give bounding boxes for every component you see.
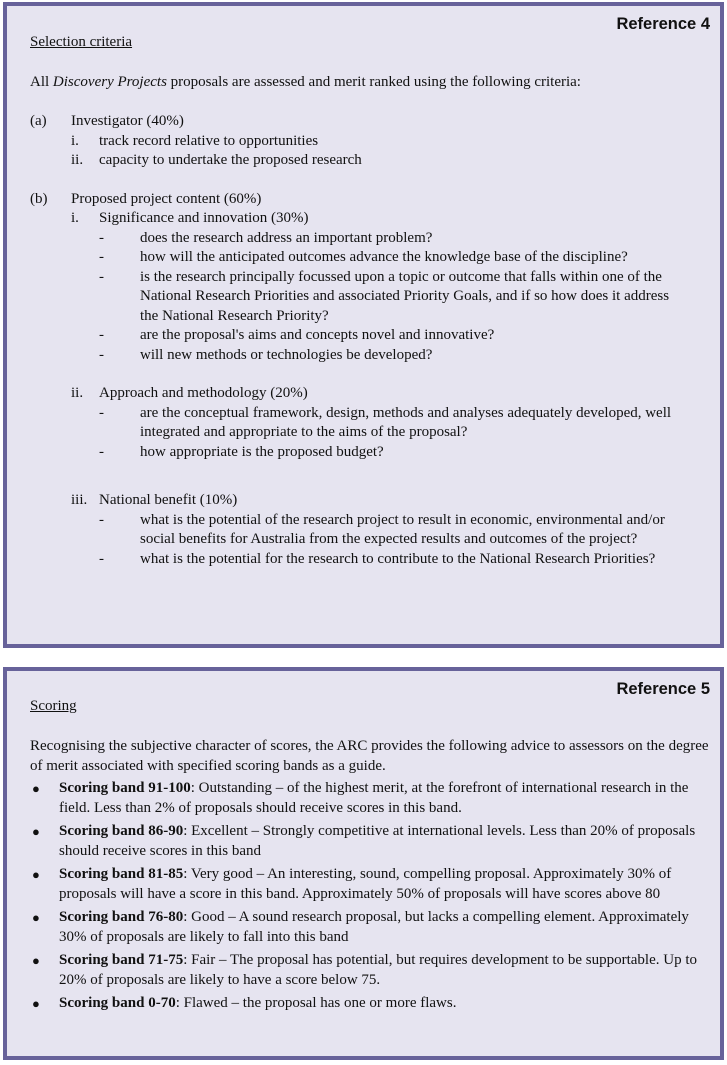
dash-marker: - bbox=[99, 229, 104, 246]
question-item bbox=[99, 346, 710, 366]
sub-criterion-number: i. bbox=[71, 132, 79, 149]
criterion-project-content bbox=[30, 190, 710, 570]
question-item bbox=[99, 268, 710, 327]
question-text: are the conceptual framework, design, methods and analyses adequately developed, well integrated and appropriate to the aims of the proposal? bbox=[140, 404, 672, 440]
scoring-band-item bbox=[30, 822, 710, 861]
scoring-band-item bbox=[30, 951, 710, 990]
sub-criterion-text: Approach and methodology (20%) bbox=[99, 385, 308, 401]
band-description: : Very good – An interesting, sound, compelling proposal. Approximately 30% of proposals will have a score in this band. Approximately 50% of proposals will have scores above 80 bbox=[59, 866, 672, 902]
dash-marker: - bbox=[99, 268, 104, 285]
reference-4-label: Reference 4 bbox=[616, 15, 710, 33]
criterion-investigator bbox=[30, 112, 710, 171]
sub-criterion-text: Significance and innovation (30%) bbox=[99, 210, 309, 226]
intro-prefix: All bbox=[30, 74, 53, 90]
sub-criterion-national-benefit bbox=[71, 491, 710, 569]
scoring-band-item bbox=[30, 908, 710, 947]
question-text: how will the anticipated outcomes advance the knowledge base of the discipline? bbox=[140, 249, 628, 265]
question-text: are the proposal's aims and concepts novel and innovative? bbox=[140, 327, 495, 343]
band-description: : Good – A sound research proposal, but lacks a compelling element. Approximately 30% of proposals are likely to fall into this band bbox=[59, 909, 689, 945]
bullet-icon: ● bbox=[32, 996, 40, 1011]
sub-criterion-significance bbox=[71, 209, 710, 365]
criterion-heading: Proposed project content (60%) bbox=[71, 190, 262, 207]
sub-criterion-approach bbox=[71, 384, 710, 462]
band-description: : Outstanding – of the highest merit, at the forefront of international research in the field. Less than 2% of proposals should receive scores in this band. bbox=[59, 780, 689, 816]
question-item bbox=[99, 248, 710, 268]
band-range: Scoring band 71-75 bbox=[59, 952, 184, 968]
dash-marker: - bbox=[99, 346, 104, 363]
scoring-bands-list bbox=[30, 779, 710, 1018]
question-text: does the research address an important problem? bbox=[140, 229, 433, 246]
criterion-heading: Investigator (40%) bbox=[71, 113, 184, 129]
band-range: Scoring band 76-80 bbox=[59, 909, 184, 925]
sub-criterion-text: track record relative to opportunities bbox=[99, 132, 319, 149]
question-text: how appropriate is the proposed budget? bbox=[140, 443, 384, 460]
sub-criterion-number: ii. bbox=[71, 385, 84, 401]
question-text: is the research principally focussed upon a topic or outcome that falls within one of the National Research Priorities and associated Priority Goals, and if so how does it address the National Research Priority? bbox=[140, 268, 670, 324]
bullet-icon: ● bbox=[32, 910, 40, 925]
criteria-intro bbox=[30, 73, 581, 93]
dash-marker: - bbox=[99, 443, 104, 460]
sub-criterion-text: capacity to undertake the proposed research bbox=[99, 152, 362, 168]
intro-suffix: proposals are assessed and merit ranked using the following criteria: bbox=[166, 74, 581, 90]
criterion-letter: (a) bbox=[30, 113, 47, 129]
question-item bbox=[99, 443, 710, 463]
sub-criterion bbox=[71, 151, 710, 171]
scoring-intro: Recognising the subjective character of scores, the ARC provides the following advice to assessors on the degree of merit associated with specified scoring bands as a guide. bbox=[30, 738, 709, 774]
question-item bbox=[99, 550, 710, 570]
band-description: : Excellent – Strongly competitive at international levels. Less than 20% of proposals should receive scores in this band bbox=[59, 823, 696, 859]
criteria-list bbox=[30, 112, 710, 569]
scoring-band-item bbox=[30, 865, 710, 904]
band-range: Scoring band 0-70 bbox=[59, 995, 176, 1011]
sub-criterion-number: ii. bbox=[71, 152, 84, 168]
band-range: Scoring band 81-85 bbox=[59, 866, 184, 882]
selection-criteria-title: Selection criteria bbox=[30, 34, 133, 50]
scoring-band-item bbox=[30, 994, 710, 1014]
dash-marker: - bbox=[99, 249, 104, 265]
dash-marker: - bbox=[99, 550, 104, 567]
dash-marker: - bbox=[99, 327, 104, 343]
question-text: will new methods or technologies be developed? bbox=[140, 346, 433, 363]
dash-marker: - bbox=[99, 404, 104, 421]
band-range: Scoring band 91-100 bbox=[59, 780, 191, 796]
reference-4-box bbox=[3, 2, 724, 648]
sub-criterion-number: iii. bbox=[71, 492, 88, 508]
band-range: Scoring band 86-90 bbox=[59, 823, 184, 839]
sub-criterion-text: National benefit (10%) bbox=[99, 492, 238, 508]
criterion-letter: (b) bbox=[30, 190, 48, 207]
bullet-icon: ● bbox=[32, 824, 40, 839]
intro-program-name: Discovery Projects bbox=[52, 74, 167, 90]
bullet-icon: ● bbox=[32, 867, 40, 882]
question-text: what is the potential for the research to contribute to the National Research Priorities? bbox=[140, 550, 656, 567]
sub-criterion-number: i. bbox=[71, 210, 79, 226]
question-item bbox=[99, 511, 710, 550]
band-description: : Fair – The proposal has potential, but requires development to be supportable. Up to 20% of proposals are likely to have a score below 75. bbox=[59, 952, 697, 988]
question-item bbox=[99, 404, 710, 443]
dash-marker: - bbox=[99, 511, 104, 528]
reference-5-label: Reference 5 bbox=[616, 680, 710, 698]
bullet-icon: ● bbox=[32, 953, 40, 968]
bullet-icon: ● bbox=[32, 781, 40, 796]
reference-5-box bbox=[3, 667, 724, 1060]
question-item bbox=[99, 229, 710, 249]
scoring-title: Scoring bbox=[30, 698, 77, 714]
question-text: what is the potential of the research project to result in economic, environmental and/or social benefits for Australia from the expected results and outcomes of the project? bbox=[140, 511, 665, 547]
question-item bbox=[99, 326, 710, 346]
scoring-band-item bbox=[30, 779, 710, 818]
band-description: : Flawed – the proposal has one or more flaws. bbox=[175, 995, 457, 1011]
sub-criterion bbox=[71, 132, 710, 152]
